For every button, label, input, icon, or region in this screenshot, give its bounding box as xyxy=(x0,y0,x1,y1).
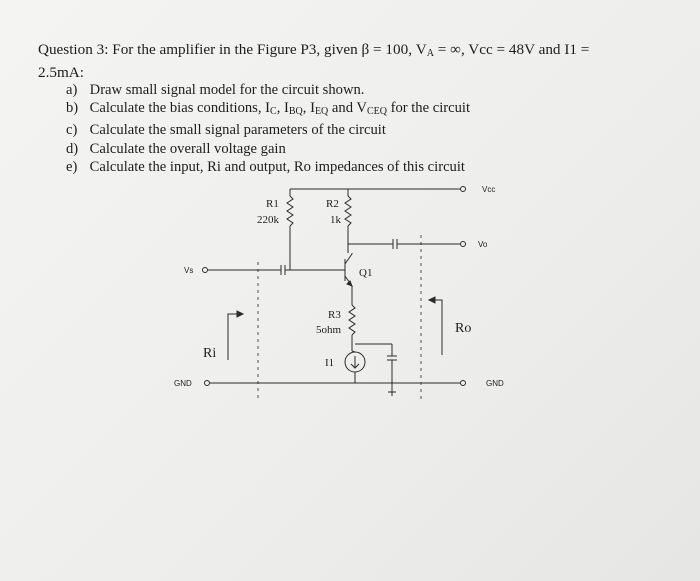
r2-resistor xyxy=(345,196,351,226)
vceq-sub: CEQ xyxy=(366,106,387,118)
part-text: Calculate the bias conditions, I xyxy=(89,100,271,117)
part-label: e) xyxy=(66,158,78,175)
part-glue: and V xyxy=(328,100,367,117)
gnd-left-label: GND xyxy=(174,379,192,388)
vcc-terminal xyxy=(461,187,466,192)
vo-label: Vo xyxy=(478,240,488,249)
gnd-right-terminal xyxy=(461,381,466,386)
r2-name: R2 xyxy=(326,198,339,210)
question-givens: = ∞, Vcc = 48V and I1 = xyxy=(434,41,590,58)
ibq-sub: BQ xyxy=(288,106,303,118)
vcc-label: Vcc xyxy=(482,185,496,194)
part-text: Draw small signal model for the circuit shown. xyxy=(89,82,365,98)
r3-resistor xyxy=(349,305,355,335)
part-text: Calculate the input, Ri and output, Ro impedances of this circuit xyxy=(89,158,465,175)
vs-terminal xyxy=(203,268,208,273)
va-subscript: A xyxy=(426,48,434,59)
part-label: b) xyxy=(66,100,79,117)
ro-label: Ro xyxy=(455,321,472,336)
part-label: a) xyxy=(66,82,78,98)
ic-sub: C xyxy=(270,106,277,118)
part-label: d) xyxy=(66,140,79,157)
r1-value: 220k xyxy=(257,214,279,226)
ri-label: Ri xyxy=(203,346,217,361)
part-glue: , I xyxy=(302,100,315,117)
part-glue: for the circuit xyxy=(386,100,471,117)
r3-name: R3 xyxy=(328,309,341,321)
gnd-right-label: GND xyxy=(486,379,504,388)
part-label: c) xyxy=(66,122,78,139)
vo-terminal xyxy=(461,242,466,247)
ro-marker xyxy=(432,300,442,355)
r3-value: 5ohm xyxy=(316,324,342,336)
part-glue: , I xyxy=(276,100,289,117)
question-lead: Question 3: For the amplifier in the Figure P3, given β = 100, V xyxy=(38,41,427,58)
r2-value: 1k xyxy=(330,214,341,226)
ri-marker xyxy=(228,314,240,360)
ieq-sub: EQ xyxy=(314,106,329,118)
vs-label: Vs xyxy=(184,266,194,275)
q1-label: Q1 xyxy=(359,267,373,279)
gnd-left-terminal xyxy=(205,381,210,386)
part-text: Calculate the overall voltage gain xyxy=(89,140,286,157)
i1-label: I1 xyxy=(325,357,335,369)
r1-resistor xyxy=(287,196,293,226)
part-text: Calculate the small signal parameters of the circuit xyxy=(89,122,386,139)
r1-name: R1 xyxy=(266,198,279,210)
question-current-value: 2.5mA: xyxy=(38,64,84,81)
